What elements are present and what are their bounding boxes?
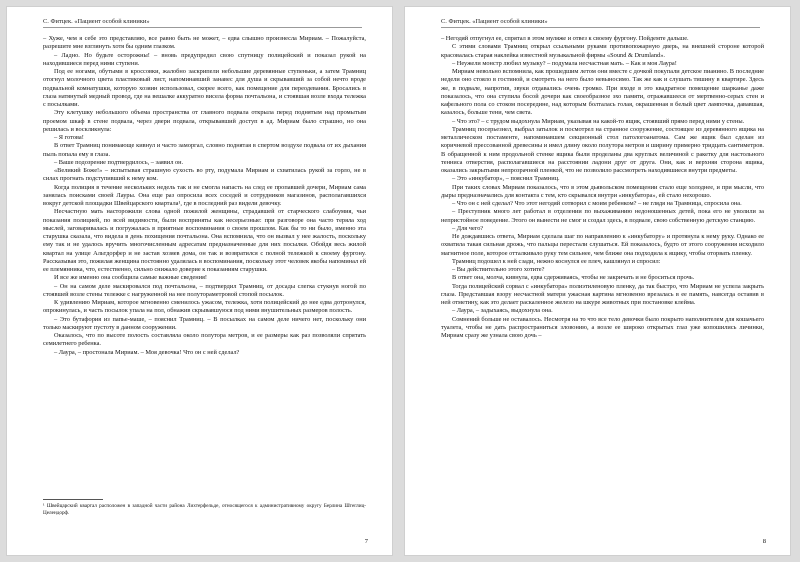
paragraph: – Ваше подозрение подтвердилось, – заявил он. <box>54 158 184 166</box>
paragraph: – Преступник много лет работал в отделении по выхаживанию недоношенных детей, пока его не уволили за непристойное поведение. Этого он вынести не смог и создал здесь, в подвале, свою собственную детскую станцию. <box>441 208 764 224</box>
paragraph: – Я готова! <box>54 134 84 141</box>
paragraph: Не дождавшись ответа, Мириам сделала шаг по направлению к «инкубатору» и протянула к нему руку. Однако ее охватила такая сильная дрожь, что пальцы перестали слушаться. Ей показалось, будто от этого сооружения исходило магнитное поле, которое отталкивало руку тем сильнее, чем ближе она подходила к ящику, чтобы оторвать пленку. <box>441 233 764 257</box>
page-left <box>6 6 393 556</box>
paragraph: В ответ она, молча, кивнула, едва сдерживаясь, чтобы не закричать и не броситься прочь. <box>452 274 695 282</box>
footnote-divider <box>43 499 103 500</box>
paragraph: – Лаура, – задыхаясь, выдохнула она. <box>452 307 553 315</box>
paragraph: Тогда полицейский сорвал с «инкубатора» полиэтиленовую пленку, да так быстро, что Мириам не успела закрыть глаза. Представшая взору несчастной матери ужасная картина мгновенно врезалась в ее память, навсегда оставив в ней отметину, как это делает раскаленное железо на шкуре животных при постановке клейма. <box>441 282 764 306</box>
page-right <box>404 6 791 556</box>
paragraph: Эту клетушку небольшого объема пространства от главного подвала открыла перед поднятым над промытым проемом шкаф в стене подвала, через двери подвала, открывавший доступ в ад. Мириам было страшно, но она решилась и воскликнула: <box>43 109 366 133</box>
paragraph: – Это «инкубатор», – пояснил Трамниц. <box>452 175 560 183</box>
paragraph: – Он на самом деле маскировался под почтальона, – подтвердил Трамниц, от досады слегка стукнув ногой по стоявшей возле стены тележке с нагруженной на нее полутораметровой стопой посылок. <box>43 282 366 298</box>
paragraph: – Лаура, – простонала Мириам. – Моя девочка! Что он с ней сделал? <box>54 348 240 356</box>
running-header: С. Фитцек. «Пациент особой клиники» <box>441 18 760 28</box>
paragraph: Трамниц посерьезнел, выбрал затылок и посмотрел на странное сооружение, состоящее из деревянного ящика на металлическом постаменте, напоминавшем секционный стол патологоанатома. Сам же ящик был сделан из коричневой прессованной древесины и имел длину около полутора метров и ширину примерно тридцать сантиметров. В обращенной к ним продольной стенке ящика были проделаны два круглых величиной с ракетку для настольного тенниса отверстия, располагавшиеся на расстоянии ладони друг от друга. Они, как и верхняя сторона ящика, оказались закрытыми непрозрачной пленкой, что не позволило рассмотреть находившиеся внутри предметы. <box>441 125 764 174</box>
paragraph: – Негодяй отпугнул ее, спрятал в этом муляже и отвез к своему фургону. Пойдемте дальше. <box>441 35 689 42</box>
paragraph: С этими словами Трамниц открыл ссыльными руками противопожарную дверь, на внешней стороне которой красовалась старая наклейка известной музыкальной фирмы «Sound & Drumland». <box>441 43 764 59</box>
paragraph: Трамниц подошел к ней сзади, нежно коснулся ее плеч, кашлянул и спросил: <box>452 257 661 265</box>
paragraph: Мириам невольно вспомнила, как прошедшим летом они вместе с дочкой покупали детское пианино. В последние недели оно стояло в гостиной, и смотреть на него было невыносимо. Так же как и слушать тишину в квартире. Здесь же, в подвале, напротив, звуки отдавались очень громко. При входе в это квадратное помещение шарканье даже показалось, что она ступила босой дочери как своеобразное эхо памяти, отражавшееся от мертвенно-серых стен и кафельного пола со стоком посередине, над которым болталась голая, окрашенная в белый цвет лампочка, дававшая, казалось, больше тени, чем света. <box>441 68 764 117</box>
paragraph: – Что он с ней сделал? Что этот негодяй сотворил с моим ребенком? – не глядя на Трамница, спросила она. <box>452 200 742 207</box>
paragraph: Когда полиция в течение нескольких недель так и не смогла напасть на след ее пропавшей дочери, Мириам сама занялась поисками своей Лауры. Она еще раз опросила всех соседей и сотрудников магазинов, располагавшихся вокруг детской площадки Швейцарского квартала¹, где в последний раз видели девочку. <box>43 183 366 207</box>
paragraph: Сомнений больше не оставалось. Несмотря на то что все тело девочки было покрыто наполнителем для кошачьего туалета, чтобы не дать распространиться зловонию, а возле ее широко открытых глаз уже копошились личинки, Мириам сразу же узнала свою дочь – <box>441 315 764 339</box>
paragraph: – Что это? – с трудом выдохнула Мириам, указывая на какой-то ящик, стоявший прямо перед ними у стены. <box>452 117 745 125</box>
paragraph: Несчастную мать насторожили слова одной пожилой женщины, страдавшей от старческого слабоумия, чьи показания полицией, по всей видимости, были восприняты как несерьезные: при разговоре она часто теряла ход мыслей, заговаривалась и погружалась в приятные воспоминания о своем прошлом. Как бы то ни было, именно эта старушка сказала, что видела в день похищения почтальона. Она вспомнила, что он вызвал у нее жалость, поскольку ему так и не удалось вручить многочисленным адресатам предназначенные для них посылки. Обойдя весь жилой квартал на улице Альтдорфер и не застав хозяев дома, он так и возвратился с полной тележкой к своему фургону. Рассказывая это, пожилая женщина постоянно удалялась в воспоминания, поскольку этот человек якобы напоминал ей ее племянника, что, естественно, сильно снижало доверие к показаниям старушки. <box>43 208 366 273</box>
paragraph: Под ее ногами, обутыми в кроссовки, жалобно заскрипели небольшие деревянные ступеньки, а затем Трамниц отогнул молочного цвета пластиковый лист, напоминавший занавес для душа и скрывавший за собой нечто вроде подвальной комнатушки, которую хозяин использовал, скорее всего, как помещение для переодевания. Бросались в глаза натянутый медный провод, где на вешалке аккуратно висела форма почтальона, и стоявшая возле входа тележка с посылками. <box>43 68 366 108</box>
paragraph: К удивлению Мириам, которое мгновенно сменилось ужасом, тележка, хотя полицейский до нее едва дотронулся, опрокинулась, и часть посылок упала на пол, обнажив скрывавшуюся под ними внушительных размеров полость. <box>43 299 366 315</box>
paragraph: – Ладно. Но будьте осторожны! – вновь предупредил свою спутницу полицейский и показал рукой на находившиеся перед ними ступени. <box>43 51 366 67</box>
paragraph: – Для чего? <box>452 224 484 232</box>
paragraph: В ответ Трамниц понимающе кивнул и часто заморгал, словно поднятая в спертом воздухе подвала от их дыхания пыль попала ему в глаза. <box>43 142 366 158</box>
paragraph: Оказалось, что по высоте полость составляла около полутора метров, и ее размеры как раз позволяли спрятать семилетнего ребенка. <box>43 332 366 348</box>
paragraph: – Хуже, чем я себе это представляю, все равно быть не может, – едва слышно произнесла Мириам. – Пожалуйста, разрешите мне взглянуть хотя бы одним глазком. <box>43 35 366 51</box>
footnote: ¹ Швейцарский квартал расположен в западной части района Лихтерфельде, относящегося к административному округу Берлина Штеглиц-Целендорф. <box>43 503 366 516</box>
paragraph: «Великий Боже!» – испытывая страшную сухость во рту, подумала Мириам и схватилась рукой за горло, не в силах прогнать подступивший к нему ком. <box>43 167 366 183</box>
running-header: С. Фитцек. «Пациент особой клиники» <box>43 18 362 28</box>
page-number: 7 <box>364 538 368 545</box>
paragraph: – Это бутафория из папье-маше, – пояснил Трамниц. – В посылках на самом деле ничего нет, поскольку они только маскируют пустоту в данном сооружении. <box>43 315 366 331</box>
page-body <box>43 35 366 357</box>
paragraph: – Вы действительно этого хотите? <box>452 266 545 273</box>
paragraph: При таких словах Мириам показалось, что в этом дьявольском помещении стало еще холоднее, и при мысли, что дыры предназначались для контакта с тем, кто скрывался внутри «инкубатора», ей стало нехорошо. <box>441 183 764 199</box>
page-body <box>441 35 764 340</box>
paragraph: – Неужели монстр любил музыку? – подумала несчастная мать. – Как и моя Лаура! <box>452 59 677 67</box>
paragraph: И все же именно она сообщила самые важные сведения! <box>54 274 208 282</box>
page-number: 8 <box>762 538 766 545</box>
